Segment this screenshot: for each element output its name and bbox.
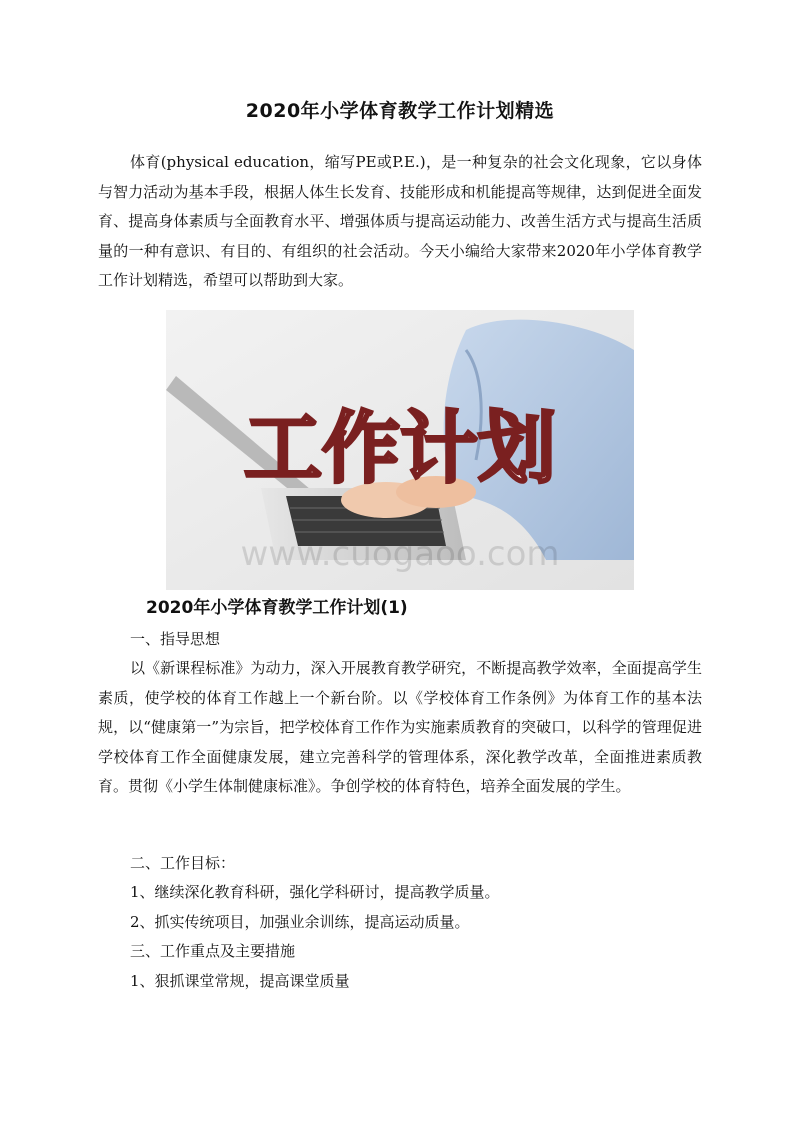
guiding-ideology-paragraph: 以《新课程标准》为动力，深入开展教育教学研究，不断提高教学效率，全面提高学生素质，使学校的体育工作越上一个新台阶。以《学校体育工作条例》为体育工作的基本法规，以“健康第一”为宗旨，把学校体育工作作为实施素质教育的突破口，以科学的管理促进学校体育工作全面健康发展，建立完善科学的管理体系，深化教学改革，全面推进素质教育。贯彻《小学生体制健康标准》。争创学校的体育特色，培养全面发展的学生。 (98, 659, 702, 795)
section-title: 2020年小学体育教学工作计划(1) (146, 598, 408, 618)
illustration-title: 工作计划 (243, 404, 557, 494)
illustration-graphic (166, 310, 634, 590)
heading-guiding-ideology: 一、指导思想 (130, 630, 221, 648)
goal-item-2: 2、抓实传统项目，加强业余训练，提高运动质量。 (130, 913, 470, 931)
heading-work-goals: 二、工作目标： (130, 854, 236, 872)
intro-paragraph: 体育(physical education，缩写PE或P.E.)，是一种复杂的社会文化现象，它以身体与智力活动为基本手段，根据人体生长发育、技能形成和机能提高等规律，达到促进全面发育、提高身体素质与全面教育水平、增强体质与提高运动能力、改善生活方式与提高生活质量的一种有意识、有目的、有组织的社会活动。今天小编给大家带来2020年小学体育教学工作计划精选，希望可以帮助到大家。 (98, 153, 702, 289)
goal-item-1: 1、继续深化教育科研，强化学科研讨，提高教学质量。 (130, 883, 500, 901)
heading-key-measures: 三、工作重点及主要措施 (130, 942, 296, 960)
document-title: 2020年小学体育教学工作计划精选 (245, 100, 555, 122)
measure-item-1: 1、狠抓课堂常规，提高课堂质量 (130, 972, 350, 990)
work-plan-illustration (166, 310, 634, 590)
illustration-watermark: www.cuogaoo.com (240, 534, 560, 574)
